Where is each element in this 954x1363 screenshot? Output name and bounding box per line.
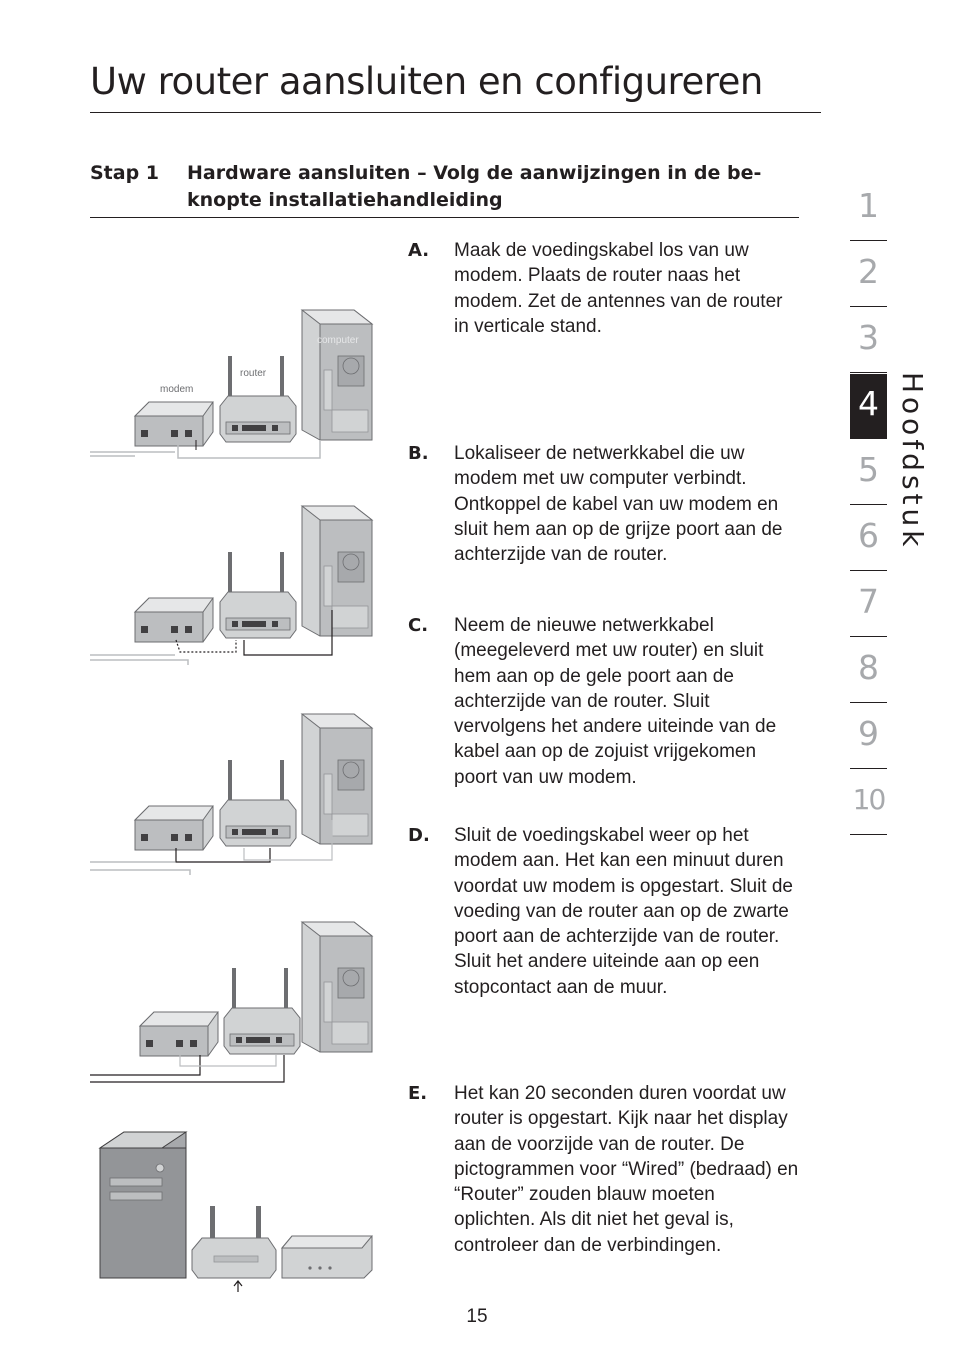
chapter-3[interactable]: 3 [850, 308, 887, 373]
instruction-letter: B. [408, 443, 429, 464]
figure-c [90, 714, 372, 875]
instruction-text: Lokaliseer de netwerkkabel die uw modem met uw computer verbindt. Ontkoppel de kabel van uw modem en sluit hem aan op de grijze poort aan de achterzijde van de router. [454, 443, 783, 566]
chapter-10[interactable]: 10 [850, 770, 887, 835]
page-title: Uw router aansluiten en configureren [90, 60, 763, 103]
chapter-8[interactable]: 8 [850, 638, 887, 703]
chapter-5[interactable]: 5 [850, 440, 887, 505]
computer-label: computer [317, 335, 359, 346]
modem-label: modem [160, 384, 194, 395]
chapter-2[interactable]: 2 [850, 242, 887, 307]
chapter-9[interactable]: 9 [850, 704, 887, 769]
instruction-text: Maak de voedingskabel los van uw modem. Plaats de router naas het modem. Zet de antennes van de router in verticale stand. [454, 240, 783, 337]
page-number: 15 [466, 1306, 488, 1327]
figure-e [100, 1132, 372, 1292]
section-label: Hoofdstuk [896, 372, 929, 551]
chapter-6[interactable]: 6 [850, 506, 887, 571]
chapter-1[interactable]: 1 [850, 176, 887, 241]
step-label: Stap 1 [90, 162, 160, 184]
instruction-letter: C. [408, 615, 429, 636]
router-label: router [240, 368, 267, 379]
instruction-text: Sluit de voedingskabel weer op het modem aan. Het kan een minuut duren voordat uw modem is opgestart. Sluit de voeding van de router aan op de zwarte poort aan de achterzijde van de router. Sluit het andere uiteinde aan op een stopcontact aan de muur. [454, 825, 794, 998]
step-title: Hardware aansluiten – Volg de aanwijzingen in de be-knopte installatiehandleiding [187, 162, 762, 211]
chapter-4-active[interactable]: 4 [850, 374, 887, 439]
chapter-7[interactable]: 7 [850, 572, 887, 637]
instruction-letter: E. [408, 1083, 428, 1104]
instruction-text: Het kan 20 seconden duren voordat uw router is opgestart. Kijk naar het display aan de voorzijde van de router. De pictogrammen voor “Wired” (bedraad) en “Router” zouden blauw moeten oplichten. Als dit niet het geval is, controleer dan de verbindingen. [454, 1083, 799, 1256]
figure-b [90, 506, 372, 665]
instruction-text: Neem de nieuwe netwerkkabel (meegeleverd met uw router) en sluit hem aan op de gele poort aan de achterzijde van de router. Sluit vervolgens het andere uiteinde van de kabel aan op de zojuist vrijgekomen poort van uw modem. [454, 615, 777, 788]
instruction-letter: A. [408, 240, 430, 261]
figure-d [90, 922, 372, 1082]
figure-a [90, 310, 372, 458]
instruction-letter: D. [408, 825, 430, 846]
